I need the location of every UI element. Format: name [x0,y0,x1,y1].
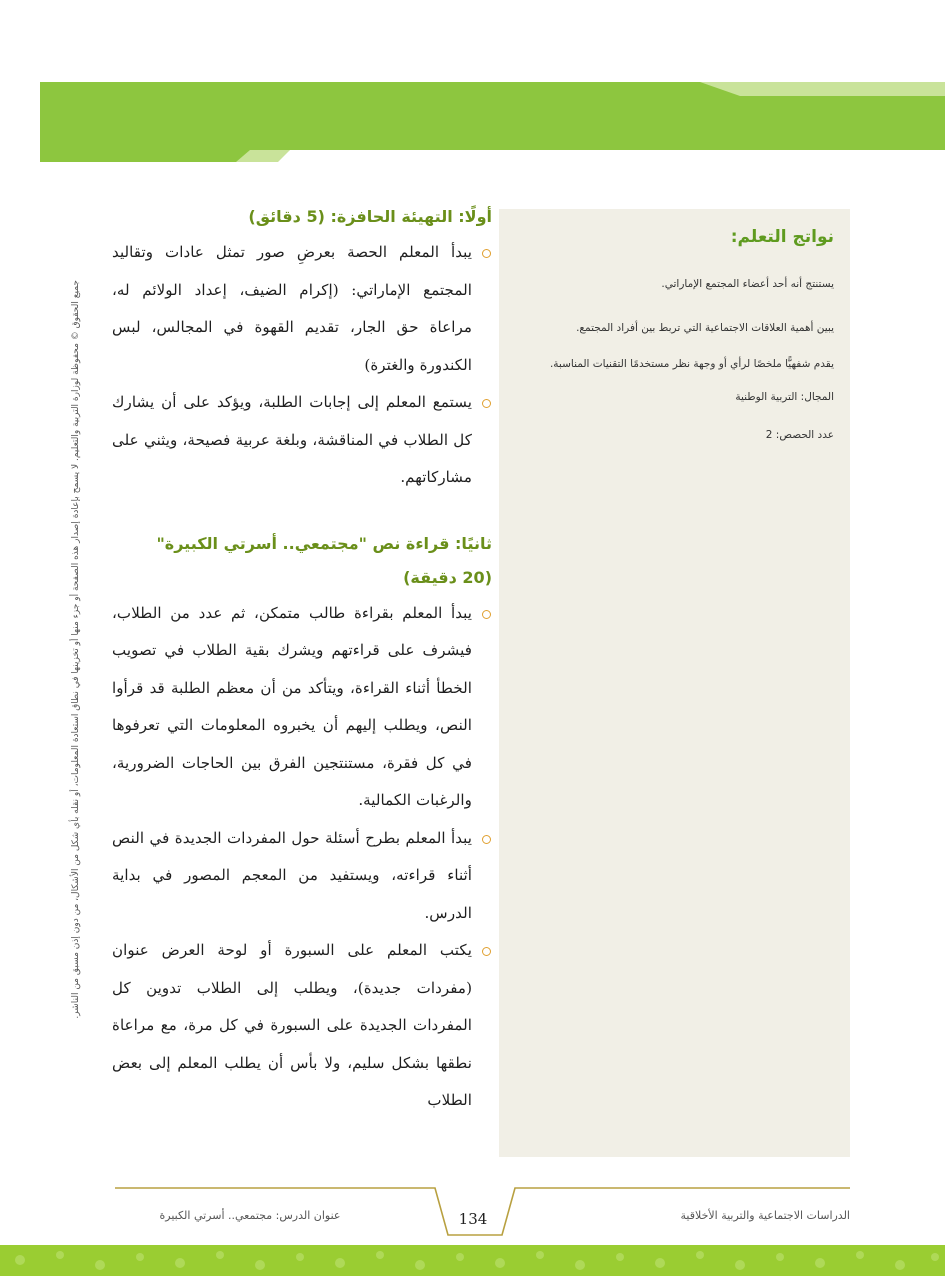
section-heading: أولًا: التهيئة الحافزة: (5 دقائق) [248,207,492,226]
list-item: يستمع المعلم إلى إجابات الطلبة، ويؤكد على أن يشارك كل الطلاب في المناقشة، وبلغة عربية فصيحة، ويثني على مشاركاتهم. [112,384,492,497]
page-number: 134 [458,1210,488,1228]
outcome-item: يستنتج أنه أحد أعضاء المجتمع الإماراتي. [661,278,834,290]
bullet-list [112,234,492,497]
copyright-note: جميع الحقوق © محفوظة لوزارة التربية والتعليم. لا يسمح بإعادة إصدار هذه الصفحة أو جزء منها أو تخزينها في نطاق استعادة المعلومات، أو نقله بأي شكل من الأشكال، من دون إذن مسبق من الناشر. [71,280,81,1019]
lesson-body [112,200,492,1120]
domain-label: المجال: التربية الوطنية [735,391,834,404]
periods-label: عدد الحصص: 2 [765,429,834,441]
list-item: يبدأ المعلم بقراءة طالب متمكن، ثم عدد من الطلاب، فيشرف على قراءتهم ويشرك بقية الطلاب في تصويب الخطأ أثناء القراءة، ويتأكد من أن معظم الطلبة قد قرأوا النص، ويطلب إليهم أن يخبروه المعلومات التي تعرفوها في كل فقرة، مستنتجين الفرق بين الحاجات الضرورية، والرغبات الكمالية. [112,595,492,820]
header-band [40,82,945,162]
list-item: يكتب المعلم على السبورة أو لوحة العرض عنوان (مفردات جديدة)، ويطلب إلى الطلاب تدوين كل المفردات الجديدة على السبورة في كل مرة، مع مراعاة نطقها بشكل سليم، ولا بأس أن يطلب المعلم إلى بعض الطلاب [112,932,492,1120]
list-item: يبدأ المعلم بطرح أسئلة حول المفردات الجديدة في النص أثناء قراءته، ويستفيد من المعجم المصور في بداية الدرس. [112,820,492,933]
section-heading: ثانيًا: قراءة نص "مجتمعي.. أسرتي الكبيرة" [156,533,492,553]
section-heading-duration: (20 دقيقة) [403,567,492,587]
lesson-title: عنوان الدرس: مجتمعي.. أسرتي الكبيرة [159,1209,341,1222]
subject-title: الدراسات الاجتماعية والتربية الأخلاقية [680,1209,850,1222]
footer-pattern-strip [0,1245,945,1276]
outcomes-title: نواتج التعلم: [730,227,834,247]
learning-outcomes-panel [499,209,850,1157]
bullet-list [112,595,492,1120]
outcome-item: يقدم شفهيًّا ملخصًا لرأي أو وجهة نظر مستخدمًا التقنيات المناسبة. [549,357,834,370]
list-item: يبدأ المعلم الحصة بعرضِ صور تمثل عادات وتقاليد المجتمع الإماراتي: (إكرام الضيف، إعداد الولائم له، مراعاة حق الجار، تقديم القهوة في المجالس، لبس الكندورة والغترة) [112,234,492,384]
outcome-item: يبين أهمية العلاقات الاجتماعية التي تربط بين أفراد المجتمع. [576,321,834,334]
